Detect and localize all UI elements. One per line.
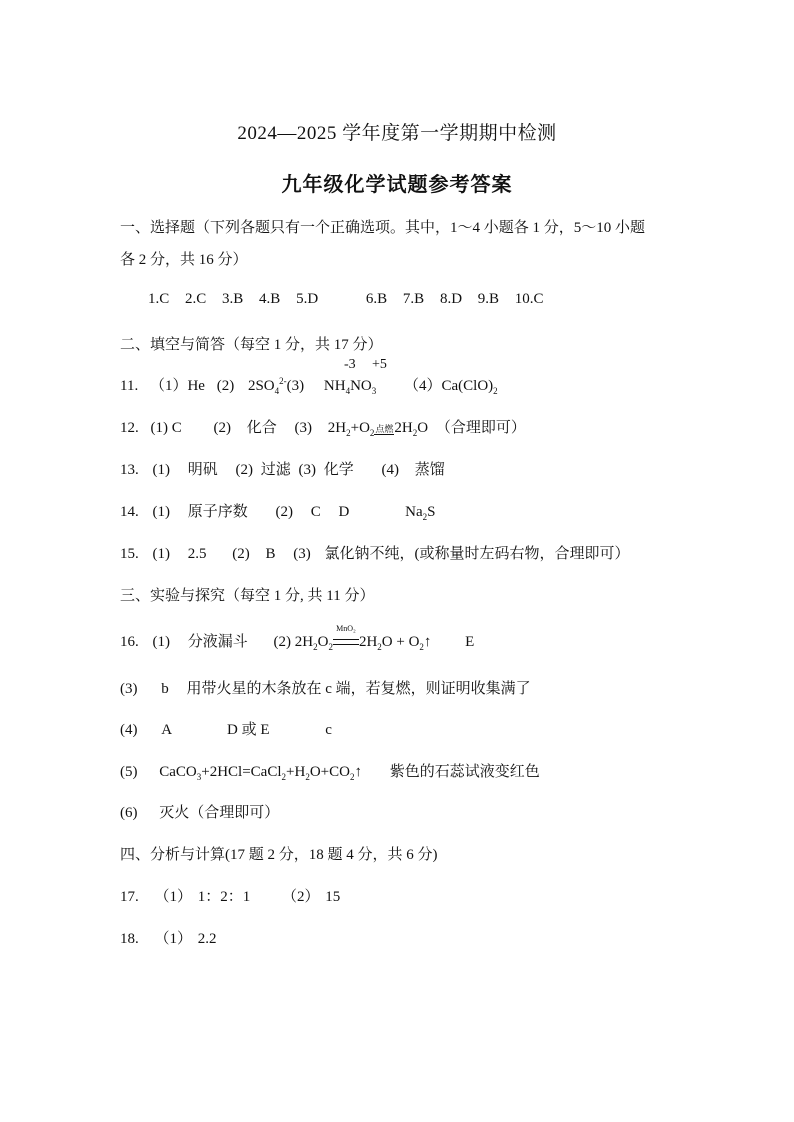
ignition-condition: 点燃: [375, 424, 394, 434]
section4-heading: 四、分析与计算(17 题 2 分，18 题 4 分，共 6 分): [120, 847, 438, 863]
q16-3-label: (3): [120, 681, 138, 697]
question-16-3: [120, 677, 531, 698]
question-13: [120, 458, 445, 479]
q15-part2-answer: B: [265, 546, 276, 562]
q15-part1-answer: 2.5: [187, 546, 207, 562]
q13-part2-answer: 过滤: [260, 462, 291, 478]
q12-num: 12.: [120, 420, 139, 436]
question-16-5: [120, 760, 540, 781]
q14-part2-label: (2): [275, 504, 294, 520]
answer-1: 1.C: [148, 291, 170, 307]
q16-5-text: 紫色的石蕊试液变红色: [389, 764, 540, 780]
q16-4-answer-a: A: [161, 722, 172, 738]
q17-part2-label: （2）: [282, 889, 320, 905]
question-14: [120, 500, 435, 521]
q13-part2-label: (2): [235, 462, 254, 478]
q16-6-answer: 灭火（合理即可）: [159, 805, 280, 821]
q16-4-answer-b: D 或 E: [227, 722, 270, 738]
question-16-4: [120, 718, 332, 739]
q16-5-equation: $CaCO_3+2HCl=CaCl_2+H_2O+CO_2↑$: [159, 764, 362, 782]
q12-part2-answer: 化合: [246, 420, 277, 436]
q16-3-answer: b: [161, 681, 169, 697]
q12-part1: (1) C: [150, 420, 182, 436]
q11-part3-label: (3): [286, 378, 305, 394]
q11-part1: （1）He: [149, 378, 205, 394]
question-16: [120, 624, 475, 652]
question-12: [120, 416, 526, 437]
q11-part4: $(4)Ca(ClO)_2$: [403, 378, 498, 396]
q16-num: 16.: [120, 634, 139, 650]
valence-n-minus3: -3: [344, 357, 356, 372]
q16-part2-collection: E: [465, 634, 475, 650]
section1-answers: [148, 291, 544, 308]
q13-part3-answer: 化学: [323, 462, 354, 478]
q15-num: 15.: [120, 546, 139, 562]
q11-part2-label: (2): [216, 378, 235, 394]
q16-part1-answer: 分液漏斗: [187, 634, 248, 650]
q18-part1-label: （1）: [154, 931, 193, 947]
q15-part2-label: (2): [232, 546, 250, 562]
q18-num: 18.: [120, 931, 139, 947]
q17-num: 17.: [120, 889, 139, 905]
q12-part2-label: (2): [213, 420, 231, 436]
question-18: [120, 927, 217, 948]
q13-part1-label: (1): [152, 462, 170, 478]
q15-part1-label: (1): [152, 546, 170, 562]
answer-4: 4.B: [259, 291, 281, 307]
question-17: [120, 885, 340, 906]
q16-4-answer-c: c: [325, 722, 332, 738]
q16-3-text: 用带火星的木条放在 c 端，若复燃，则证明收集满了: [186, 681, 531, 697]
valence-n-plus5: +5: [372, 357, 387, 372]
question-16-6: [120, 801, 279, 822]
q13-num: 13.: [120, 462, 139, 478]
answer-8: 8.D: [439, 291, 463, 307]
q16-part2-equation: (2) $2H_2O_2$ MnO₂ $2H_2O$ + $O_2↑$: [273, 624, 432, 652]
q11-part3-answer: $NH_4NO_3$: [323, 378, 377, 396]
q17-part1-answer: 1：2：1: [197, 889, 251, 905]
answer-3: 3.B: [222, 291, 244, 307]
q16-5-label: (5): [120, 764, 138, 780]
q17-part2-answer: 15: [325, 889, 341, 905]
answer-10: 10.C: [514, 291, 544, 307]
answer-7: 7.B: [402, 291, 425, 307]
answer-2: 2.C: [185, 291, 207, 307]
page-title-line2: 九年级化学试题参考答案: [281, 174, 513, 196]
answer-9: 9.B: [477, 291, 500, 307]
q16-4-label: (4): [120, 722, 138, 738]
q18-part1-answer: 2.2: [197, 931, 217, 947]
q17-part1-label: （1）: [154, 889, 193, 905]
question-11: [120, 374, 498, 395]
q15-part3-answer: 氯化钠不纯，(或称量时左码右物，合理即可）: [324, 546, 630, 562]
q16-part1-label: (1): [152, 634, 170, 650]
answer-5: 5.D: [296, 291, 319, 307]
q14-part1-answer: 原子序数: [187, 504, 248, 520]
q14-part2-answer-d: D: [338, 504, 350, 520]
q12-note: （合理即可）: [435, 420, 526, 436]
page-title-line1: 2024—2025 学年度第一学期期中检测: [237, 123, 557, 144]
question-15: [120, 542, 630, 563]
q14-part3-answer: $Na_2S$: [405, 504, 436, 522]
q16-6-label: (6): [120, 805, 138, 821]
q12-equation: $2H_2+O_2$点燃$2H_2O$: [327, 420, 429, 438]
q13-part4-answer: 蒸馏: [414, 462, 445, 478]
q13-part4-label: (4): [381, 462, 400, 478]
q11-part2-answer: $2SO_4^{2-}$: [247, 376, 287, 396]
section1-heading-line1: 一、选择题（下列各题只有一个正确选项。其中，1～4 小题各 1 分，5～10 小题: [120, 220, 646, 236]
q14-part1-label: (1): [152, 504, 170, 520]
q14-part2-answer-c: C: [310, 504, 321, 520]
gas-arrow-icon: ↑: [423, 634, 432, 650]
q13-part3-label: (3): [298, 462, 317, 478]
section2-heading: 二、填空与简答（每空 1 分，共 17 分）: [120, 337, 383, 353]
catalyst-condition: MnO₂: [336, 624, 356, 633]
q13-part1-answer: 明矾: [187, 462, 218, 478]
answer-6: 6.B: [365, 291, 388, 307]
q12-part3-label: (3): [294, 420, 313, 436]
q14-num: 14.: [120, 504, 139, 520]
section1-heading-line2: 各 2 分，共 16 分）: [120, 252, 248, 268]
q11-num: 11.: [120, 378, 139, 394]
q15-part3-label: (3): [293, 546, 311, 562]
section3-heading: 三、实验与探究（每空 1 分, 共 11 分）: [120, 588, 375, 604]
